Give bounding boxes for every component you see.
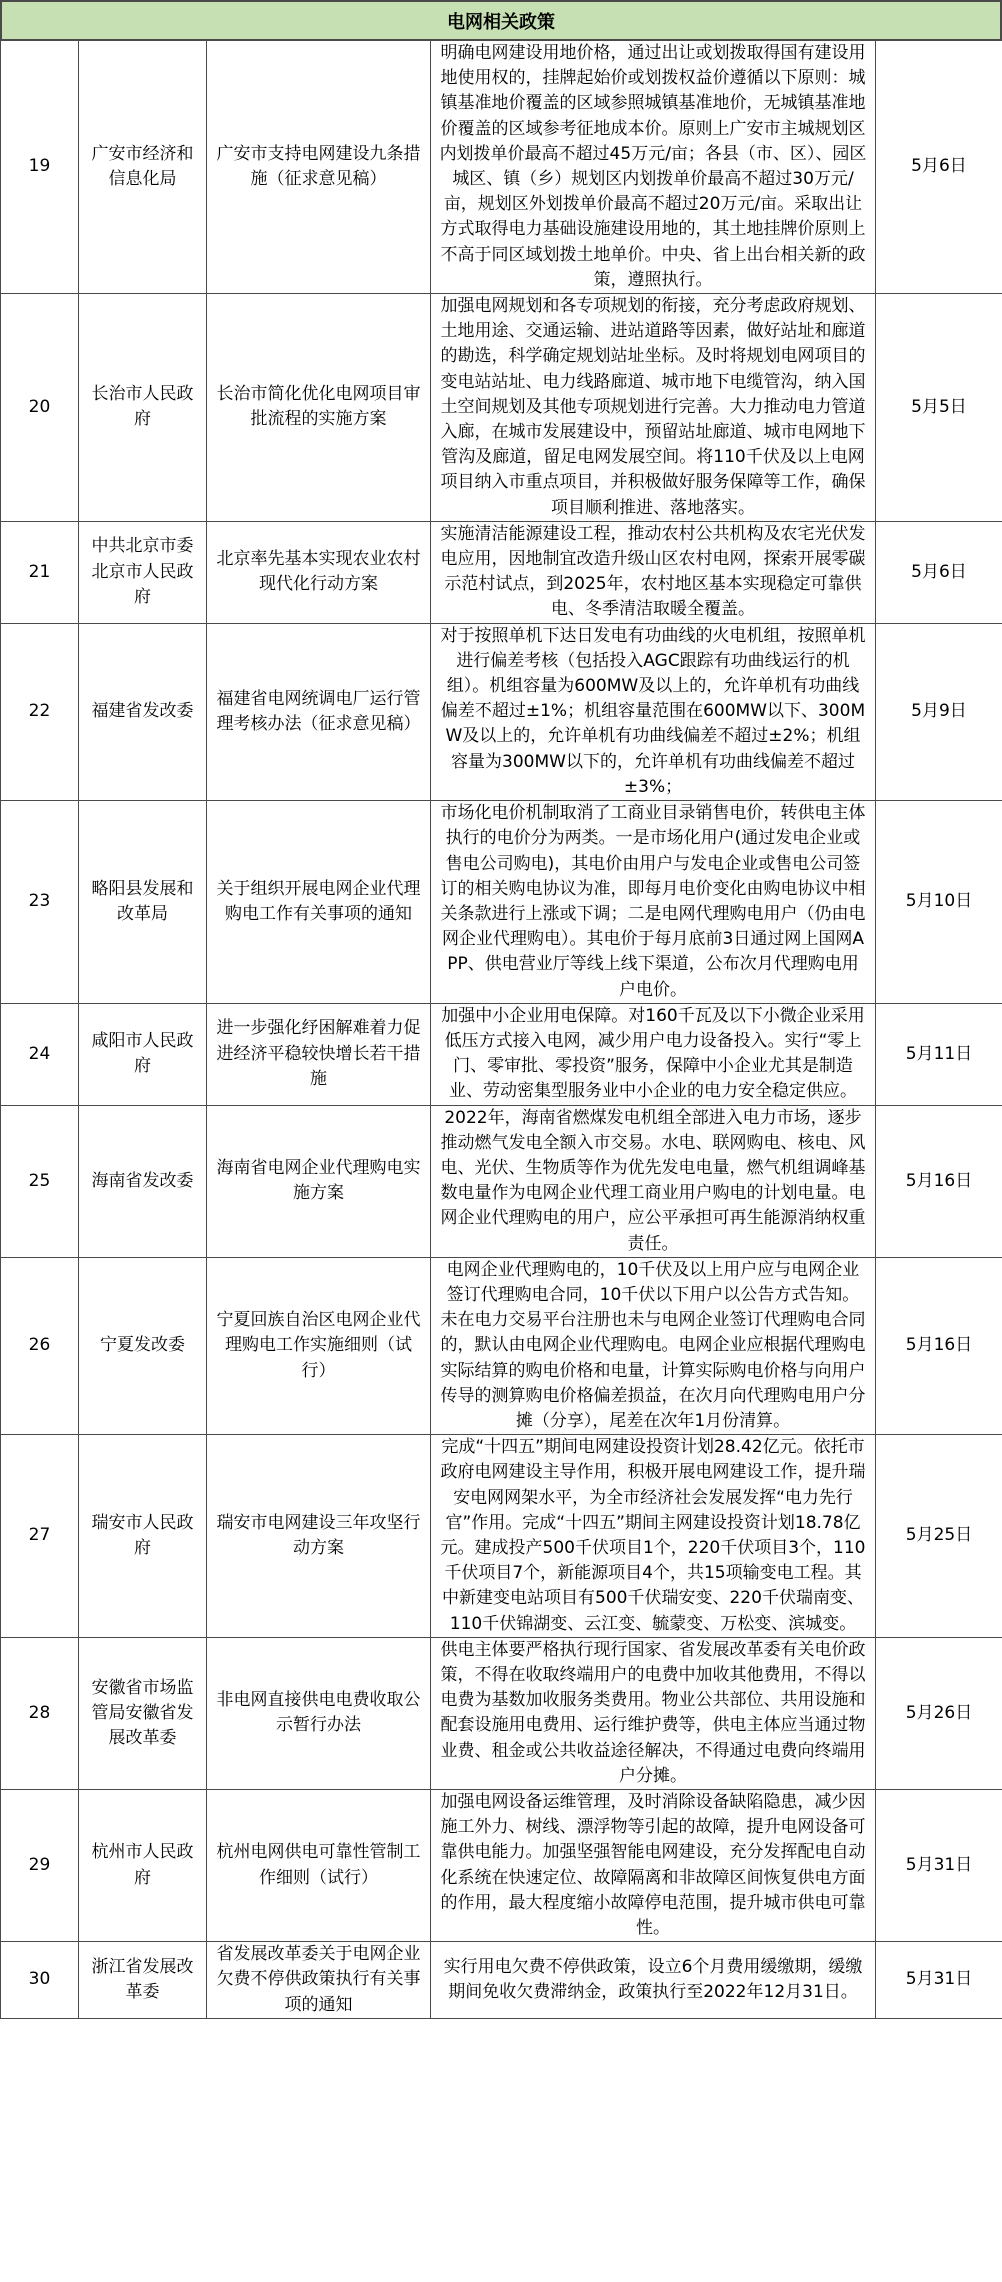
policy-content: 实行用电欠费不停供政策，设立6个月费用缓缴期，缓缴期间免收欠费滞纳金，政策执行至2022年12月31日。 xyxy=(431,1942,876,2019)
policy-content: 完成“十四五”期间电网建设投资计划28.42亿元。依托市政府电网建设主导作用，积极开展电网建设工作，提升瑞安电网网架水平，为全市经济社会发展发挥“电力先行官”作用。完成“十四五”期间主网建设投资计划18.78亿元。建成投产500千伏项目1个，220千伏项目3个，110千伏项目7个，新能源项目4个，共15项输变电工程。其中新建变电站项目有500千伏瑞安变、220千伏瑞南变、110千伏锦湖变、云江变、毓蒙变、万松变、滨城变。 xyxy=(431,1435,876,1638)
policy-content: 明确电网建设用地价格，通过出让或划拨取得国有建设用地使用权的，挂牌起始价或划拨权益价遵循以下原则：城镇基准地价覆盖的区域参照城镇基准地价，无城镇基准地价覆盖的区域参考征地成本价。原则上广安市主城规划区内划拨单价最高不超过45万元/亩；各县（市、区）、园区城区、镇（乡）规划区内划拨单价最高不超过30万元/亩，规划区外划拨单价最高不超过20万元/亩。采取出让方式取得电力基础设施建设用地的，其土地挂牌价原则上不高于同区域划拨土地单价。中央、省上出台相关新的政策，遵照执行。 xyxy=(431,41,876,294)
publish-date: 5月16日 xyxy=(876,1257,1002,1434)
row-number: 25 xyxy=(1,1105,79,1257)
policy-name: 进一步强化纾困解难着力促进经济平稳较快增长若干措施 xyxy=(207,1003,431,1105)
publish-date: 5月31日 xyxy=(876,1790,1002,1942)
issuing-agency: 海南省发改委 xyxy=(79,1105,207,1257)
publish-date: 5月5日 xyxy=(876,294,1002,522)
policy-name: 北京率先基本实现农业农村现代化行动方案 xyxy=(207,521,431,623)
policy-content: 加强电网设备运维管理，及时消除设备缺陷隐患，减少因施工外力、树线、漂浮物等引起的故障，提升电网设备可靠供电能力。加强坚强智能电网建设，充分发挥配电自动化系统在快速定位、故障隔离和非故障区间恢复供电方面的作用，最大程度缩小故障停电范围，提升城市供电可靠性。 xyxy=(431,1790,876,1942)
table-row xyxy=(1,1790,1002,1942)
policy-name: 省发展改革委关于电网企业欠费不停供政策执行有关事项的通知 xyxy=(207,1942,431,2019)
issuing-agency: 杭州市人民政府 xyxy=(79,1790,207,1942)
policy-name: 福建省电网统调电厂运行管理考核办法（征求意见稿） xyxy=(207,623,431,800)
publish-date: 5月31日 xyxy=(876,1942,1002,2019)
publish-date: 5月10日 xyxy=(876,801,1002,1004)
row-number: 23 xyxy=(1,801,79,1004)
publish-date: 5月6日 xyxy=(876,41,1002,294)
table-row xyxy=(1,801,1002,1004)
table-row xyxy=(1,521,1002,623)
issuing-agency: 瑞安市人民政府 xyxy=(79,1435,207,1638)
row-number: 21 xyxy=(1,521,79,623)
policy-content: 2022年，海南省燃煤发电机组全部进入电力市场，逐步推动燃气发电全额入市交易。水电、联网购电、核电、风电、光伏、生物质等作为优先发电电量，燃气机组调峰基数电量作为电网企业代理工商业用户购电的计划电量。电网企业代理购电的用户，应公平承担可再生能源消纳权重责任。 xyxy=(431,1105,876,1257)
policy-content: 加强电网规划和各专项规划的衔接，充分考虑政府规划、土地用途、交通运输、进站道路等因素，做好站址和廊道的勘选，科学确定规划站址坐标。及时将规划电网项目的变电站站址、电力线路廊道、城市地下电缆管沟，纳入国土空间规划及其他专项规划进行完善。大力推动电力管道入廊，在城市发展建设中，预留站址廊道、城市电网地下管沟及廊道，留足电网发展空间。将110千伏及以上电网项目纳入市重点项目，并积极做好服务保障等工作，确保项目顺利推进、落地落实。 xyxy=(431,294,876,522)
publish-date: 5月9日 xyxy=(876,623,1002,800)
table-body xyxy=(1,41,1002,2019)
issuing-agency: 略阳县发展和改革局 xyxy=(79,801,207,1004)
table-row xyxy=(1,41,1002,294)
row-number: 22 xyxy=(1,623,79,800)
issuing-agency: 中共北京市委北京市人民政府 xyxy=(79,521,207,623)
policy-table xyxy=(0,40,1002,2019)
policy-name: 杭州电网供电可靠性管制工作细则（试行） xyxy=(207,1790,431,1942)
publish-date: 5月16日 xyxy=(876,1105,1002,1257)
publish-date: 5月11日 xyxy=(876,1003,1002,1105)
row-number: 28 xyxy=(1,1637,79,1789)
publish-date: 5月26日 xyxy=(876,1637,1002,1789)
row-number: 30 xyxy=(1,1942,79,2019)
publish-date: 5月6日 xyxy=(876,521,1002,623)
table-row xyxy=(1,294,1002,522)
row-number: 27 xyxy=(1,1435,79,1638)
issuing-agency: 安徽省市场监管局安徽省发展改革委 xyxy=(79,1637,207,1789)
row-number: 20 xyxy=(1,294,79,522)
issuing-agency: 宁夏发改委 xyxy=(79,1257,207,1434)
policy-content: 电网企业代理购电的，10千伏及以上用户应与电网企业签订代理购电合同，10千伏以下用户以公告方式告知。未在电力交易平台注册也未与电网企业签订代理购电合同的，默认由电网企业代理购电。电网企业应根据代理购电实际结算的购电价格和电量，计算实际购电价格与向用户传导的测算购电价格偏差损益，在次月向代理购电用户分摊（分享），尾差在次年1月份清算。 xyxy=(431,1257,876,1434)
policy-name: 广安市支持电网建设九条措施（征求意见稿） xyxy=(207,41,431,294)
policy-content: 供电主体要严格执行现行国家、省发展改革委有关电价政策，不得在收取终端用户的电费中加收其他费用，不得以电费为基数加收服务类费用。物业公共部位、共用设施和配套设施用电费用、运行维护费等，供电主体应当通过物业费、租金或公共收益途径解决，不得通过电费向终端用户分摊。 xyxy=(431,1637,876,1789)
table-row xyxy=(1,623,1002,800)
issuing-agency: 浙江省发展改革委 xyxy=(79,1942,207,2019)
policy-name: 长治市简化优化电网项目审批流程的实施方案 xyxy=(207,294,431,522)
policy-content: 市场化电价机制取消了工商业目录销售电价，转供电主体执行的电价分为两类。一是市场化用户(通过发电企业或售电公司购电)，其电价由用户与发电企业或售电公司签订的相关购电协议为准，即每月电价变化由购电协议中相关条款进行上涨或下调；二是电网代理购电用户（仍由电网企业代理购电）。其电价于每月底前3日通过网上国网APP、供电营业厅等线上线下渠道，公布次月代理购电用户电价。 xyxy=(431,801,876,1004)
policy-name: 瑞安市电网建设三年攻坚行动方案 xyxy=(207,1435,431,1638)
issuing-agency: 咸阳市人民政府 xyxy=(79,1003,207,1105)
issuing-agency: 长治市人民政府 xyxy=(79,294,207,522)
policy-name: 非电网直接供电电费收取公示暂行办法 xyxy=(207,1637,431,1789)
table-row xyxy=(1,1435,1002,1638)
row-number: 26 xyxy=(1,1257,79,1434)
row-number: 29 xyxy=(1,1790,79,1942)
table-row xyxy=(1,1105,1002,1257)
table-title: 电网相关政策 xyxy=(0,0,1002,40)
table-row xyxy=(1,1003,1002,1105)
policy-name: 关于组织开展电网企业代理购电工作有关事项的通知 xyxy=(207,801,431,1004)
table-row xyxy=(1,1942,1002,2019)
publish-date: 5月25日 xyxy=(876,1435,1002,1638)
row-number: 19 xyxy=(1,41,79,294)
policy-name: 宁夏回族自治区电网企业代理购电工作实施细则（试行） xyxy=(207,1257,431,1434)
table-row xyxy=(1,1637,1002,1789)
table-row xyxy=(1,1257,1002,1434)
policy-content: 加强中小企业用电保障。对160千瓦及以下小微企业采用低压方式接入电网，减少用户电力设备投入。实行“零上门、零审批、零投资”服务，保障中小企业尤其是制造业、劳动密集型服务业中小企业的电力安全稳定供应。 xyxy=(431,1003,876,1105)
policy-content: 对于按照单机下达日发电有功曲线的火电机组，按照单机进行偏差考核（包括投入AGC跟踪有功曲线运行的机组）。机组容量为600MW及以上的，允许单机有功曲线偏差不超过±1%；机组容量范围在600MW以下、300MW及以上的，允许单机有功曲线偏差不超过±2%；机组容量为300MW以下的，允许单机有功曲线偏差不超过±3%； xyxy=(431,623,876,800)
policy-name: 海南省电网企业代理购电实施方案 xyxy=(207,1105,431,1257)
row-number: 24 xyxy=(1,1003,79,1105)
issuing-agency: 广安市经济和信息化局 xyxy=(79,41,207,294)
policy-content: 实施清洁能源建设工程，推动农村公共机构及农宅光伏发电应用，因地制宜改造升级山区农村电网，探索开展零碳示范村试点，到2025年，农村地区基本实现稳定可靠供电、冬季清洁取暖全覆盖。 xyxy=(431,521,876,623)
issuing-agency: 福建省发改委 xyxy=(79,623,207,800)
